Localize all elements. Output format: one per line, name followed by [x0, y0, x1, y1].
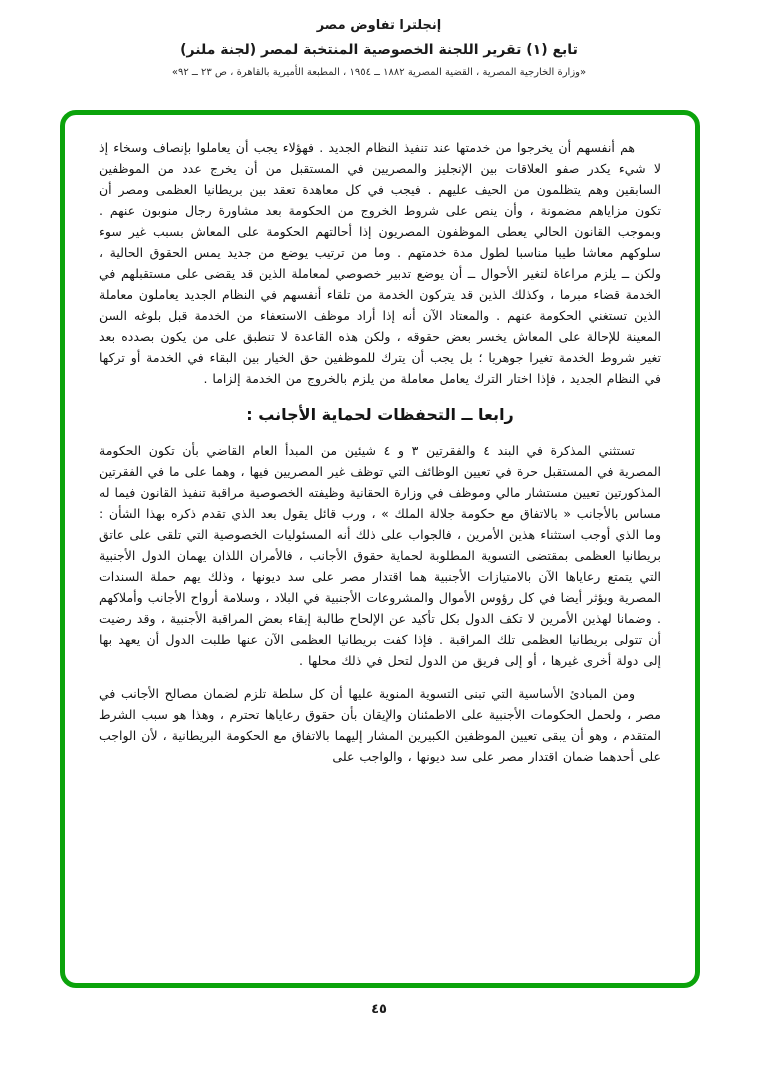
header-source-citation: «وزارة الخارجية المصرية ، القضية المصرية ١٨٨٢ ــ ١٩٥٤ ، المطبعة الأميرية بالقاهرة ، ص ٢٣ ــ ٩٢»	[171, 67, 587, 78]
green-border-frame	[60, 110, 700, 988]
page-header	[0, 0, 758, 78]
body-paragraph-3: ومن المبادئ الأساسية التي تبنى التسوية المنوية عليها أن كل سلطة تلزم لضمان مصالح الأجانب في مصر ، ولحمل الحكومات الأجنبية على الاطمئنان والإيقان بأن حقوق رعاياها تحترم ، وهذا هو سبب الشرط المتقدم ، وهو أن يبقى تعيين الموظفين الكبيرين المشار إليهما بالاتفاق مع الحكومة البريطانية ، لأن الواجب على أحدهما ضمان اقتدار مصر على سد ديونها ، والواجب على	[99, 686, 661, 764]
page-number: ٤٥	[371, 1002, 387, 1017]
header-subtitle: تابع (١) تقرير اللجنة الخصوصية المنتخبة لمصر (لجنة ملنر)	[180, 42, 578, 58]
section-heading: رابعا ــ التحفظات لحماية الأجانب :	[246, 405, 514, 424]
body-paragraph-2: تستثني المذكرة في البند ٤ والفقرتين ٣ و ٤ شيئين من المبدأ العام القاضي بأن تكون الحكومة المصرية في المستقبل حرة في تعيين الوظائف التي توظف غير المصريين فيها ، وهما على ما في الفقرتين المذكورتين تعيين مستشار مالي وموظف في وزارة الحقانية وظيفته الخصوصية مراقبة تنفيذ القانون فيما له مساس بالأجانب « بالاتفاق مع حكومة جلالة الملك » ، ورب قائل يقول بعد الذي تقدم ذكره بهذا الشأن : وما الذي أوجب استثناء هذين الأمرين ، فالجواب على ذلك أنه المسئوليات الخصوصية التي تلقى على عاتق بريطانيا العظمى بمقتضى التسوية المطلوبة لحماية حقوق الأجانب ، فالأمران اللذان يهمان الدول الأجنبية التي يتمتع رعاياها الآن بالامتيازات الأجنبية هما اقتدار مصر على سد ديونها ، وذلك يهم حملة السندات المصرية ويؤثر أيضا في كل رؤوس الأموال والمشروعات الأجنبية في البلاد ، وسلامة أرواح الأجانب وأملاكهم . وضمانا لهذين الأمرين لا تكف الدول بكل تأكيد عن الإلحاح طالبة إبقاء بعض المراقبة الأجنبية ، وقد رضيت أن تتولى بريطانيا العظمى تلك المراقبة . فإذا كفت بريطانيا العظمى الآن عنها طلبت الدول أن يعهد بها إلى دولة أخرى غيرها ، أو إلى فريق من الدول لتحل في ذلك محلها .	[99, 443, 661, 668]
body-paragraph-1: هم أنفسهم أن يخرجوا من خدمتها عند تنفيذ النظام الجديد . فهؤلاء يجب أن يعاملوا بإنصاف وسخاء إذ لا شيء يكدر صفو العلاقات بين الإنجليز والمصريين في المستقبل من أن يخرج عدد من الموظفين السابقين وهم يتظلمون من الحيف عليهم . فيجب في كل معاهدة تعقد بين بريطانيا العظمى ومصر أن تكون مزاياهم مضمونة ، وأن ينص على شروط الخروج من الحكومة بعد مشاورة رجال منوبون عنهم . وبموجب القانون الحالي يعطى الموظفون المصريون إذا أحالتهم الحكومة على المعاش بسبب غير سوء سلوكهم معاشا طيبا مناسبا لطول مدة خدمتهم . وما من ترتيب يوضع من جديد يمس الحقوق الحالية ، ولكن ــ يلزم مراعاة لتغير الأحوال ــ أن يوضع تدبير خصوصي لمعاملة الذين قد يقضى على مستقبلهم في الخدمة قضاء مبرما ، وكذلك الذين قد يتركون الخدمة من تلقاء أنفسهم في النظام الجديد يعاملون معاملة الذين تستغني الحكومة عنهم . والمعتاد الآن أنه إذا أراد موظف الاستعفاء من الخدمة قبل بلوغه السن المعينة للإحالة على المعاش يخسر بعض حقوقه ، ولكن هذه القاعدة لا تنطبق على من يكون بصدده بعد تغير شروط الخدمة تغيرا جوهريا ؛ بل يجب أن يترك للموظفين حق الخيار بين البقاء في الخدمة أو تركها في النظام الجديد ، فإذا اختار الترك يعامل معاملة من يلزم بالخروج من الخدمة إلزاما .	[99, 140, 661, 386]
header-title: إنجلترا تفاوض مصر	[316, 18, 442, 33]
